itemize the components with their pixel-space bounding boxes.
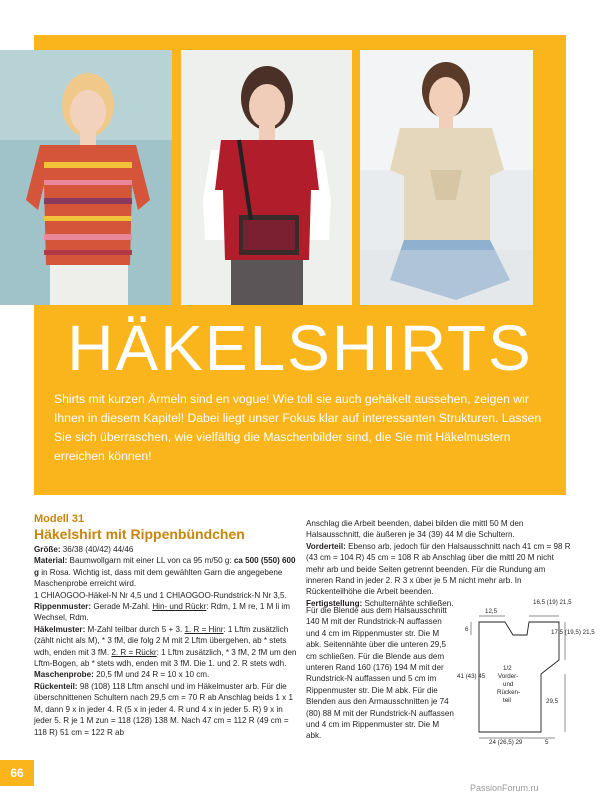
back-piece-paragraph: Rückenteil: 98 (108) 118 Lftm anschl und im Häkelmuster arb. Für die überschnittenen Schultern nach 29,5 cm = 70 R ab Anschlag beids 1 x 1 M, dann 9 x in jeder 4. R (5 x in jeder 4. R und 4 x in jeder 5. R) 9 x in jeder 5. R je 1 M zun = 118 (128) 138 M. Nach 47 cm = 112 R (49 cm = 118 R) 51 cm = 122 R ab [34,681,293,737]
continuation-paragraph: Anschlag die Arbeit beenden, dabei bilden die mittl 50 M den Halsausschnitt, die äußeren je 34 (39) 44 M die Schultern. [306,519,524,540]
label-center-4: Rücken- [497,689,521,696]
model-number: Modell 31 [34,513,85,525]
model-title: Häkelshirt mit Rippenbündchen [34,526,245,542]
label-center-1: 1/2 [503,665,512,672]
intro-text: Shirts mit kurzen Ärmeln sind en vogue! Wie toll sie auch gehäkelt aussehen, zeigen wir Ihnen in diesem Kapitel! Dabei liegt unser Fokus klar auf interessanten Strukturen. Lassen Sie sich überraschen, wie vielfältig die Maschenbilder sind, die Sie mit Häkelmustern erreichen können! [54,392,542,463]
crochet-pattern-paragraph: Häkelmuster: M-Zahl teilbar durch 5 + 3. 1. R = Hinr: 1 Lftm zusätzlich (zählt nicht als M), * 3 fM, die folg 2 M mit 2 Lftm übergehen, ab * stets wdh, enden mit 3 fM. 2. R = Rückr: 1 Lftm zusätzlich, * 3 fM, 2 fM um den Lftm-Bogen, ab * stets wdh, enden mit 3 fM. Die 1. und 2. R stets wdh. [34,624,297,669]
size-paragraph: Größe: 36/38 (40/42) 44/46 [34,545,134,554]
rib-pattern-paragraph: Rippenmuster: Gerade M-Zahl. Hin- und Rückr: Rdm, 1 M re, 1 M li im Wechsel, Rdm. [34,602,290,623]
label-top-right: 16,5 (19) 21,5 [533,599,572,606]
instructions-left-column [34,544,300,738]
photo-model-1 [0,50,172,305]
watermark: PassionForum.ru [470,783,539,793]
gauge-paragraph: Maschenprobe: 20,5 fM und 24 R = 10 x 10 cm. [34,670,210,680]
label-neck-drop: 6 [465,626,469,633]
photo-model-3 [360,50,533,305]
label-top-left: 12,5 [485,608,498,615]
needles-paragraph: 1 CHIAOGOO-Häkel-N Nr 4,5 und 1 CHIAOGOO-Rundstrick-N Nr 3,5. [34,590,287,600]
material-paragraph: Material: Baumwollgarn mit einer LL von ca 95 m/50 g: ca 500 (550) 600 g in Rosa. Wichtig ist, dass mit dem gewählten Garn die angegebene Maschenprobe erreicht wird. [34,556,296,589]
label-right-top: 17,5 (19,5) 21,5 [551,629,595,636]
front-piece-paragraph: Vorderteil: Ebenso arb, jedoch für den Halsausschnitt nach 41 cm = 98 R (43 cm = 104 R) 45 cm = 108 R ab Anschlag über die mittl 20 M nicht mehr arb und beide Seiten getrennt beenden. Für die Rundung am inneren Rand in jeder 2. R 3 x über je 5 M nicht mehr arb. In Rückenteilhöhe die Arbeit beenden. [306,541,571,597]
photo-model-2 [181,50,352,305]
label-left-height: 41 (43) 45 [457,673,486,680]
label-bottom-width: 24 (26,5) 29 [489,739,523,746]
schematic-outline [479,622,559,732]
label-center-2: Vorder- [498,673,519,680]
schematic-diagram [455,599,595,746]
label-bottom-extra: 5 [545,739,549,746]
finishing-details: Für die Blende aus dem Halsausschnitt 140 M mit der Rundstrick-N auffassen und 4 cm im Rippenmuster str. Die M abk. Seitennähte über die unteren 29,5 cm schließen. Für die Blende aus dem unteren Rand 160 (176) 194 M mit der Rundstrick-N auffassen und 5 cm im Rippenmuster str. Die M abk. Für die Blenden aus den Armausschnitten je 74 (80) 88 M mit der Rundstrick-N auffassen und 4 cm im Rippenmuster str. Die M abk. [306,606,454,741]
label-center-3: und [503,681,514,688]
label-center-5: teil [503,697,511,704]
instructions-right-column [306,518,572,609]
page-title: HÄKELSHIRTS [67,312,533,384]
finishing-paragraph: Fertigstellung: Schulternähte schließen. [306,598,454,608]
label-right-bottom: 29,5 [546,698,559,705]
page-number: 66 [0,760,34,786]
